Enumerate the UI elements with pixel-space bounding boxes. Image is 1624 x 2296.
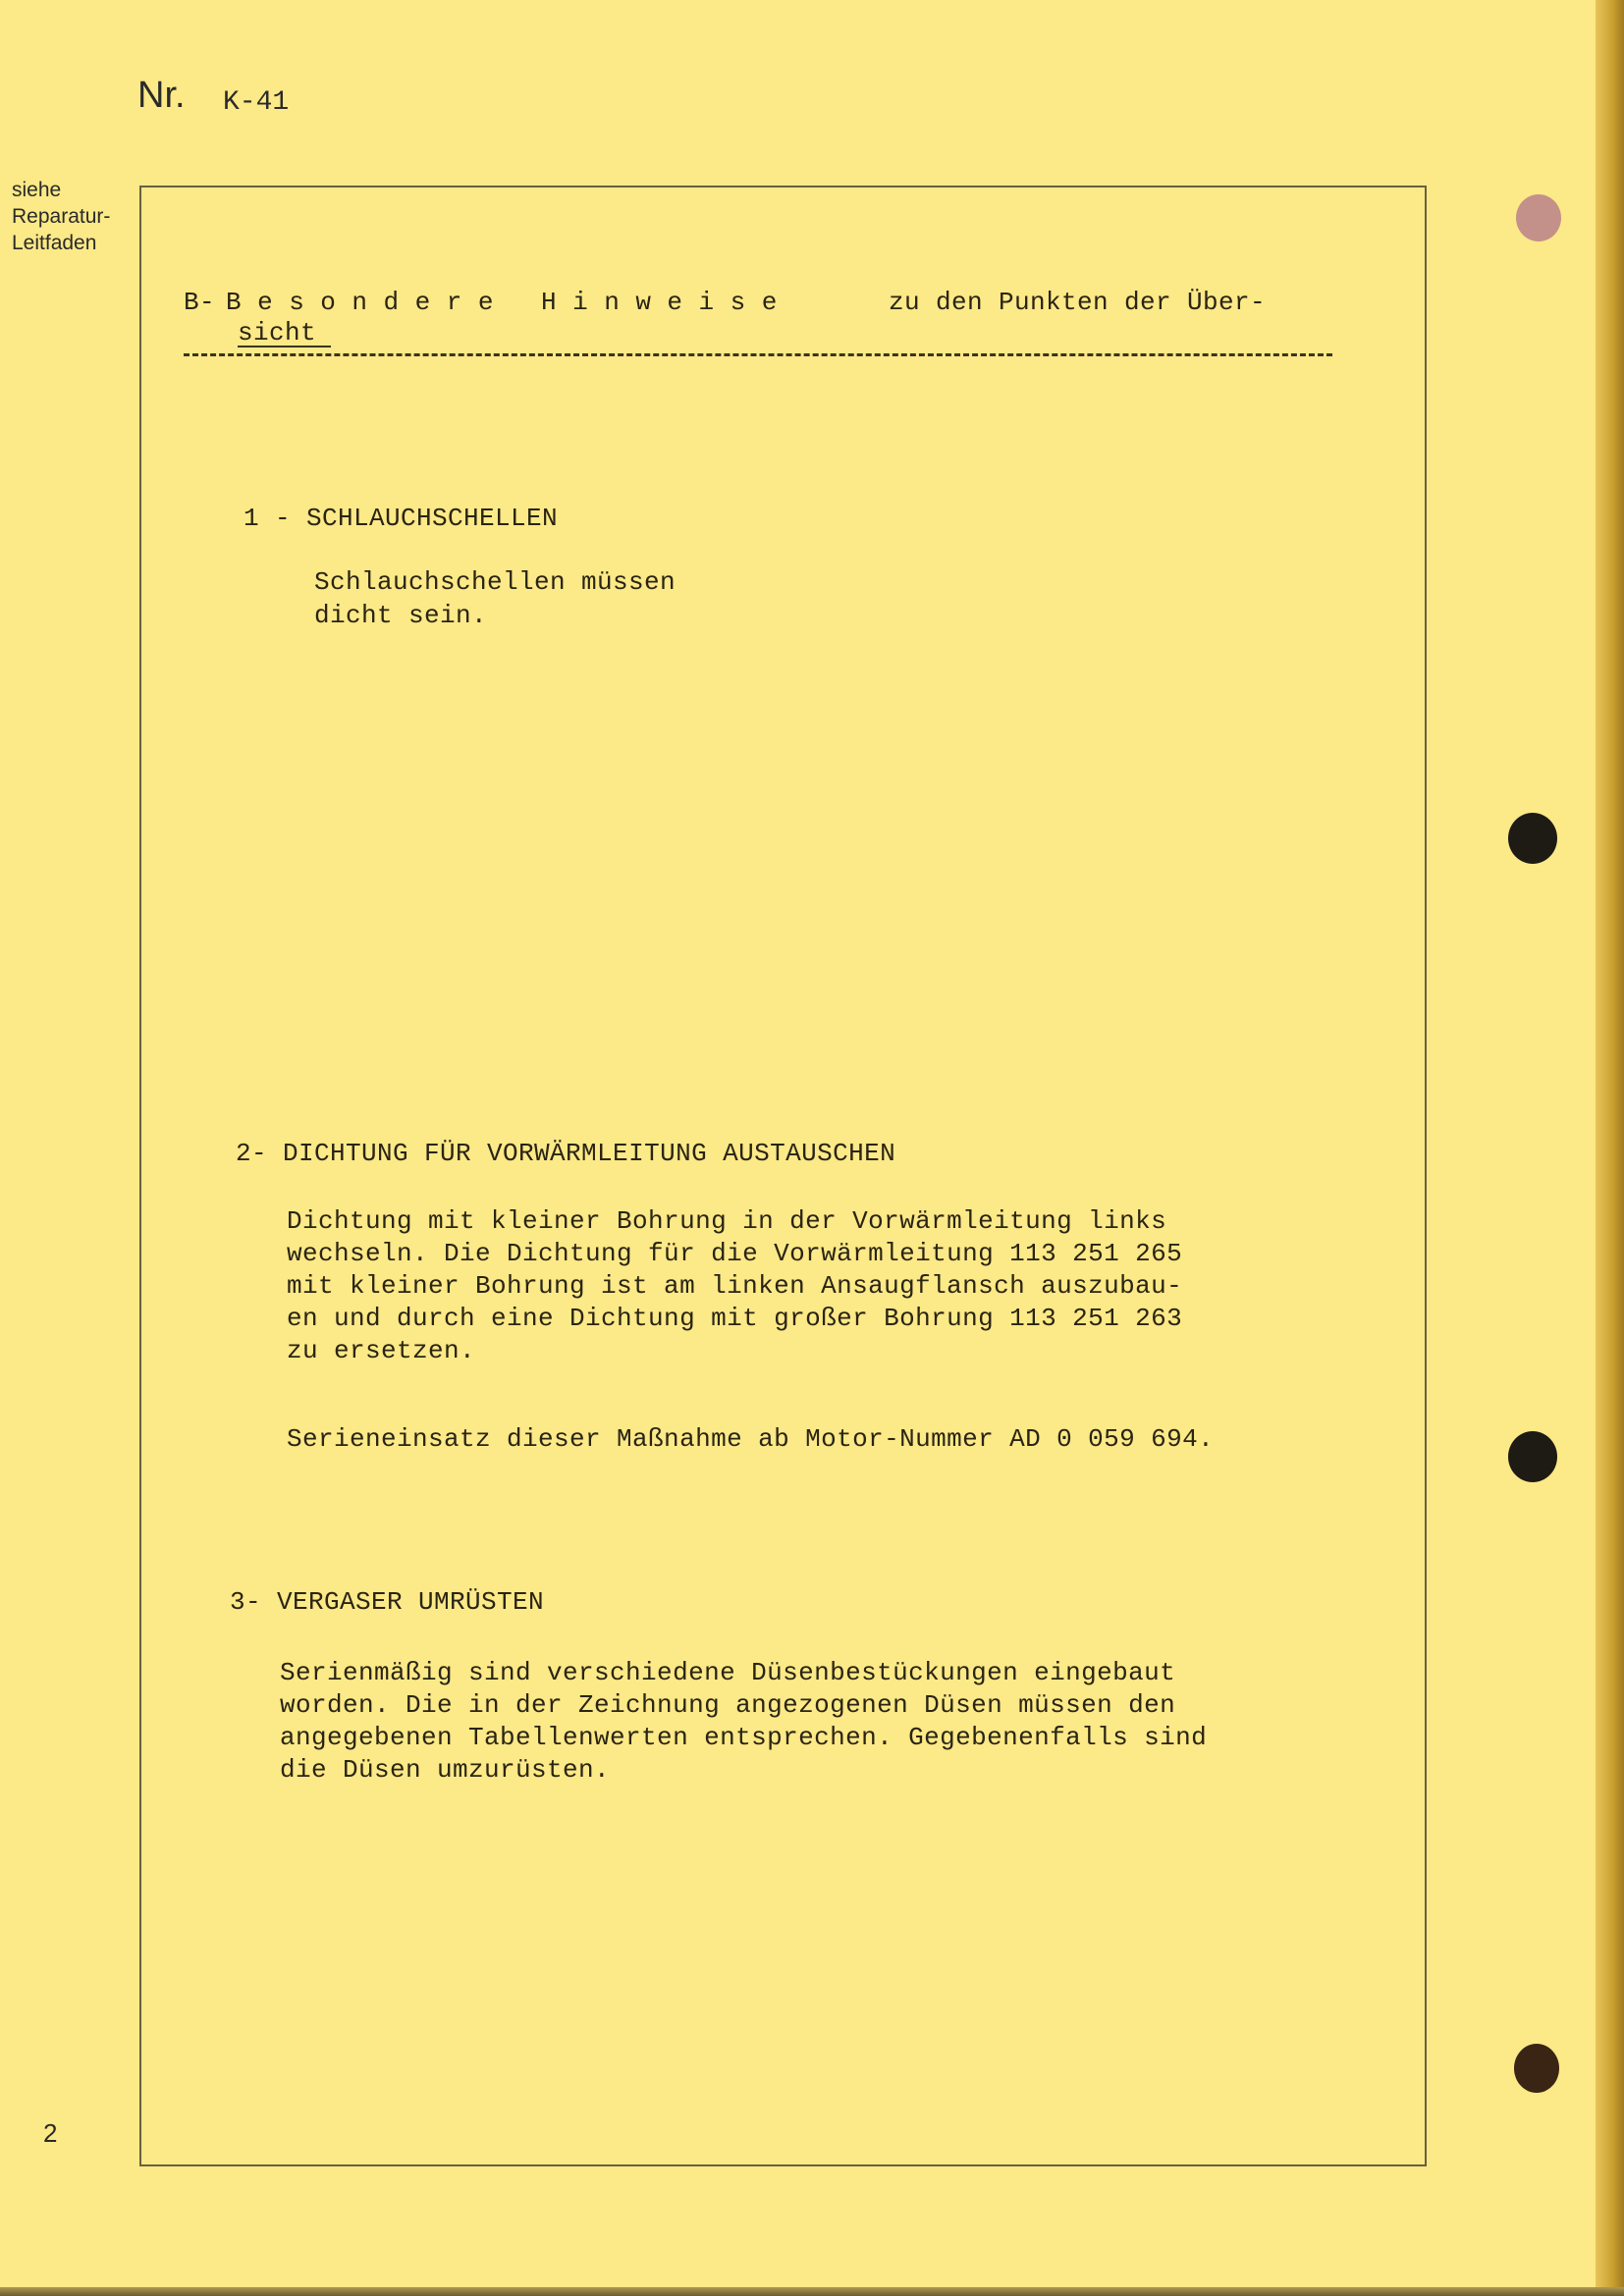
section-1-line: dicht sein. (314, 601, 488, 630)
heading-dashed-rule (184, 353, 1332, 356)
punch-hole-2 (1508, 813, 1557, 864)
section-1-title: 1 - SCHLAUCHSCHELLEN (244, 504, 559, 533)
paper-edge-bottom (0, 2287, 1624, 2296)
doc-number-label: Nr. (137, 75, 186, 116)
punch-hole-1 (1516, 194, 1561, 241)
heading-prefix: B- (184, 288, 216, 317)
section-2-line: wechseln. Die Dichtung für die Vorwärmleitung 113 251 265 (287, 1239, 1183, 1268)
section-3-line: angegebenen Tabellenwerten entsprechen. Gegebenenfalls sind (280, 1723, 1208, 1752)
section-2-title: 2- DICHTUNG FÜR VORWÄRMLEITUNG AUSTAUSCHEN (236, 1139, 896, 1168)
side-note-line: siehe (12, 179, 62, 201)
section-3-line: die Düsen umzurüsten. (280, 1755, 611, 1785)
section-2-line: en und durch eine Dichtung mit großer Bohrung 113 251 263 (287, 1304, 1183, 1333)
side-note (12, 177, 110, 256)
heading-continuation: sicht (238, 318, 317, 347)
side-note-line: Reparatur- (12, 205, 111, 228)
page-number: 2 (43, 2118, 58, 2148)
content-frame (139, 186, 1427, 2166)
section-1-line: Schlauchschellen müssen (314, 567, 677, 597)
side-note-line: Leitfaden (12, 232, 97, 254)
section-3-title: 3- VERGASER UMRÜSTEN (230, 1587, 545, 1617)
section-2-note: Serieneinsatz dieser Maßnahme ab Motor-Nummer AD 0 059 694. (287, 1424, 1215, 1454)
punch-hole-3 (1508, 1431, 1557, 1482)
section-3-line: Serienmäßig sind verschiedene Düsenbestückungen eingebaut (280, 1658, 1176, 1687)
heading-rest: zu den Punkten der Über- (889, 288, 1267, 317)
paper-edge-right (1596, 0, 1624, 2296)
section-2-line: zu ersetzen. (287, 1336, 476, 1365)
section-2-line: mit kleiner Bohrung ist am linken Ansaugflansch auszubau- (287, 1271, 1183, 1301)
section-3-line: worden. Die in der Zeichnung angezogenen Düsen müssen den (280, 1690, 1176, 1720)
section-2-line: Dichtung mit kleiner Bohrung in der Vorwärmleitung links (287, 1206, 1167, 1236)
punch-hole-4 (1514, 2044, 1559, 2093)
heading-spaced-words: Besondere Hinweise (226, 288, 793, 317)
doc-number-value: K-41 (223, 87, 290, 118)
heading-underline (238, 346, 331, 347)
